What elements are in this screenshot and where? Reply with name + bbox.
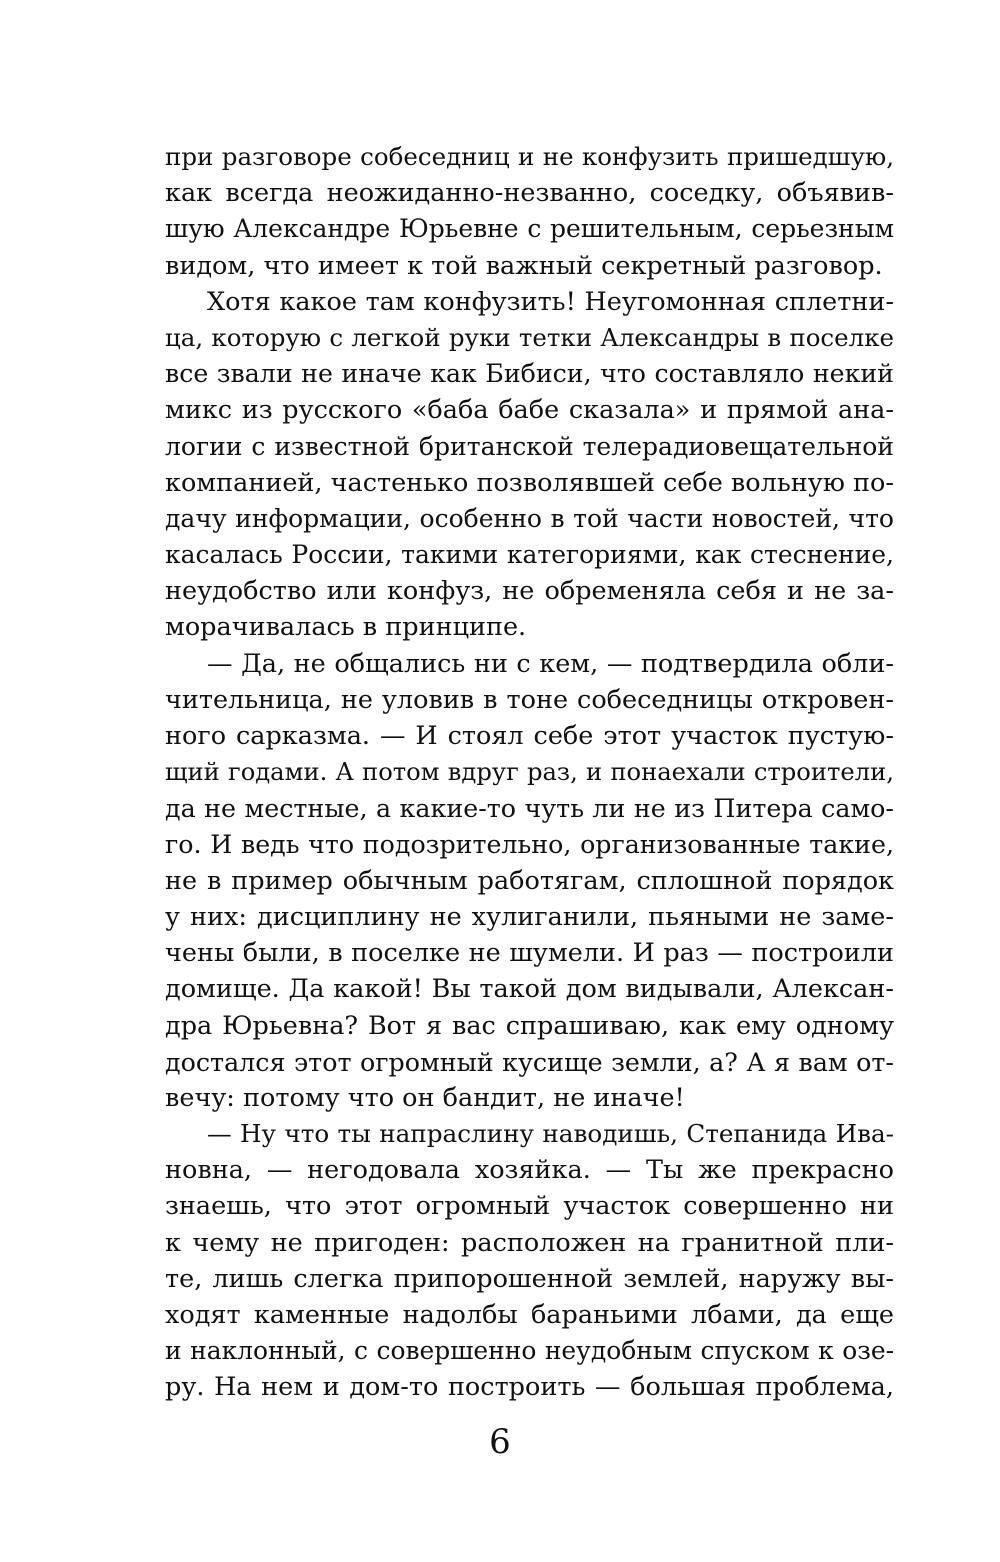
text-line: микс из русского «баба бабе сказала» и прямой ана- xyxy=(165,395,894,426)
text-line: го. И ведь что подозрительно, организованные такие, xyxy=(165,829,894,859)
text-line: ходят каменные надолбы бараньими лбами, да еще xyxy=(165,1300,894,1330)
text-line: чительница, не уловив в тоне собеседницы откровен- xyxy=(165,684,894,715)
text-line: не в пример обычным работягам, сплошной порядок xyxy=(165,865,894,896)
text-line: вечу: потому что он бандит, не иначе! xyxy=(165,1082,685,1113)
text-line: компанией, частенько позволявшей себе вольную по- xyxy=(165,467,894,498)
text-line: ного сарказма. — И стоял себе этот участок пустую- xyxy=(165,721,894,751)
text-line: ру. На нем и дом-то построить — большая проблема, xyxy=(165,1372,894,1403)
text-line: все звали не иначе как Бибиси, что составляло некий xyxy=(165,359,894,389)
text-line: при разговоре собеседниц и не конфузить пришедшую, xyxy=(165,142,894,171)
text-line: ца, которую с легкой руки тетки Александры в поселке xyxy=(165,322,894,352)
text-line: достался этот огромный кусище земли, а? А я вам от- xyxy=(165,1046,894,1077)
text-line: к чему не пригоден: расположен на гранитной пли- xyxy=(165,1227,894,1258)
text-line: щий годами. А потом вдруг раз, и понаехали строители, xyxy=(165,758,894,787)
text-line: те, лишь слегка припорошенной землей, наружу вы- xyxy=(165,1263,894,1294)
text-line: у них: дисциплину не хулиганили, пьяными не заме- xyxy=(165,901,894,932)
text-line: дачу информации, особенно в той части новостей, что xyxy=(165,503,894,533)
text-line: знаешь, что этот огромный участок совершенно ни xyxy=(165,1191,894,1222)
text-line: морачивалась в принципе. xyxy=(165,612,527,643)
text-line: Хотя какое там конфузить! Неугомонная сплетни- xyxy=(207,286,894,317)
text-line: новна, — негодовала хозяйка. — Ты же прекрасно xyxy=(165,1155,894,1186)
text-line: логии с известной британской телерадиовещательной xyxy=(165,431,894,461)
text-line: и наклонный, с совершенно неудобным спуском к озе- xyxy=(165,1336,894,1366)
text-line: неудобство или конфуз, не обременяла себя и не за- xyxy=(165,576,894,607)
text-line: дра Юрьевна? Вот я вас спрашиваю, как ему одному xyxy=(165,1010,894,1041)
text-line: шую Александре Юрьевне с решительным, серьезным xyxy=(165,214,894,244)
text-line: да не местные, а какие-то чуть ли не из Питера само- xyxy=(165,793,894,824)
text-line: касалась России, такими категориями, как стеснение, xyxy=(165,540,894,570)
text-line: домище. Да какой! Вы такой дом видывали, Алексан- xyxy=(165,974,894,1005)
text-line: — Да, не общались ни с кем, — подтвердила обли- xyxy=(207,648,894,679)
text-line: чены были, в поселке не шумели. И раз — построили xyxy=(165,938,894,969)
page-number: 6 xyxy=(489,1422,511,1462)
body-text xyxy=(165,139,894,1406)
text-line: — Ну что ты напраслину наводишь, Степанида Ива- xyxy=(207,1119,894,1149)
text-line: видом, что имеет к той важный секретный разговор. xyxy=(165,250,883,281)
text-line: как всегда неожиданно-незванно, соседку, объявив- xyxy=(165,178,894,209)
